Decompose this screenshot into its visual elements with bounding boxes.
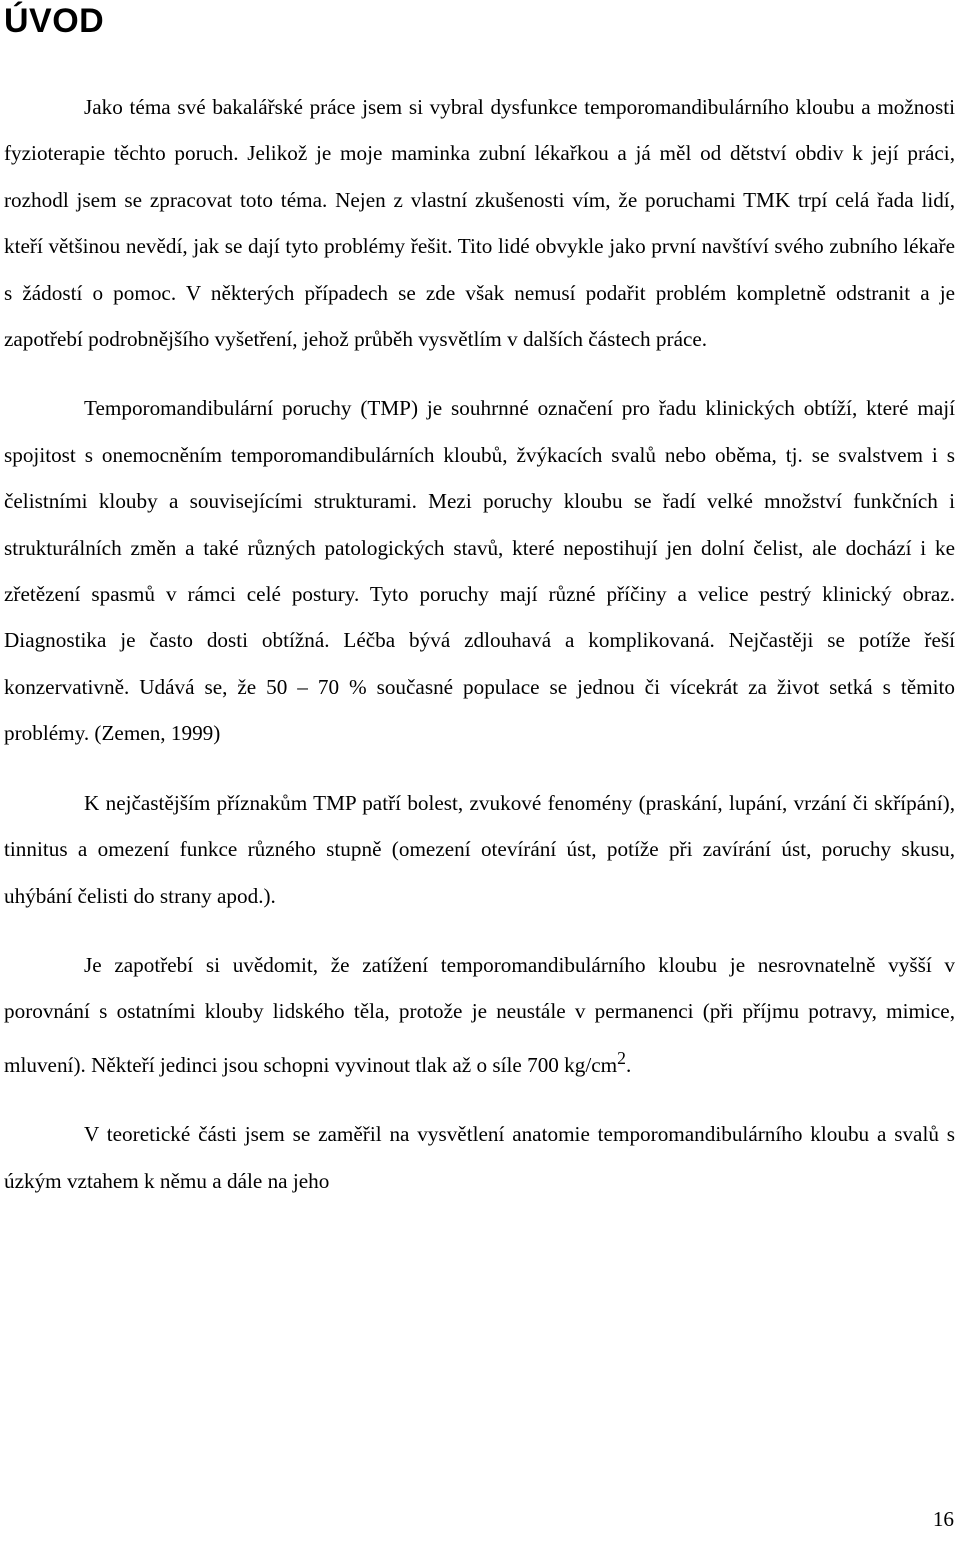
paragraph-joint-load — [4, 942, 955, 1088]
paragraph-intro: Jako téma své bakalářské práce jsem si vybral dysfunkce temporomandibulárního kloubu a možnosti fyzioterapie těchto poruch. Jelikož je moje maminka zubní lékařkou a já měl od dětství obdiv k její práci, rozhodl jsem se zpracovat toto téma. Nejen z vlastní zkušenosti vím, že poruchami TMK trpí celá řada lidí, kteří většinou nevědí, jak se dají tyto problémy řešit. Tito lidé obvykle jako první navštíví svého zubního lékaře s žádostí o pomoc. V některých případech se zde však nemusí podařit problém kompletně odstranit a je zapotřebí podrobnějšího vyšetření, jehož průběh vysvětlím v dalších částech práce. — [4, 95, 955, 352]
joint-load-text: Je zapotřebí si uvědomit, že zatížení temporomandibulárního kloubu je nesrovnatelně vyšší v porovnání s ostatními klouby lidského těla, protože je neustále v permanenci (při příjmu potravy, mimice, mluvení). Někteří jedinci jsou schopni vyvinout tlak až o síle 700 kg/cm — [4, 952, 955, 1077]
paragraph-symptoms: K nejčastějším příznakům TMP patří bolest, zvukové fenomény (praskání, lupání, vrzání či skřípání), tinnitus a omezení funkce různého stupně (omezení otevírání úst, potíže při zavírání úst, poruchy skusu, uhýbání čelisti do strany apod.). — [4, 790, 955, 908]
section-heading: ÚVOD — [4, 2, 105, 40]
paragraph-tmp-definition: Temporomandibulární poruchy (TMP) je souhrnné označení pro řadu klinických obtíží, které mají spojitost s onemocněním temporomandibulárních kloubů, žvýkacích svalů nebo oběma, tj. se svalstvem i s čelistními klouby a souvisejícími strukturami. Mezi poruchy kloubu se řadí velké množství funkčních i strukturálních změn a také různých patologických stavů, které nepostihují jen dolní čelist, ale dochází i ke zřetězení spasmů v rámci celé postury. Tyto poruchy mají různé příčiny a velice pestrý klinický obraz. Diagnostika je často dosti obtížná. Léčba bývá zdlouhavá a komplikovaná. Nejčastěji se potíže řeší konzervativně. Udává se, že 50 – 70 % současné populace se jednou či vícekrát za život setká s těmito problémy. (Zemen, 1999) — [4, 396, 955, 746]
paragraph-theory: V teoretické části jsem se zaměřil na vysvětlení anatomie temporomandibulárního kloubu a svalů s úzkým vztahem k němu a dále na jeho — [4, 1122, 955, 1193]
superscript-exponent: 2 — [617, 1047, 626, 1068]
document-body — [4, 84, 955, 1204]
page-number: 16 — [932, 1507, 954, 1531]
joint-load-period: . — [625, 1052, 632, 1077]
